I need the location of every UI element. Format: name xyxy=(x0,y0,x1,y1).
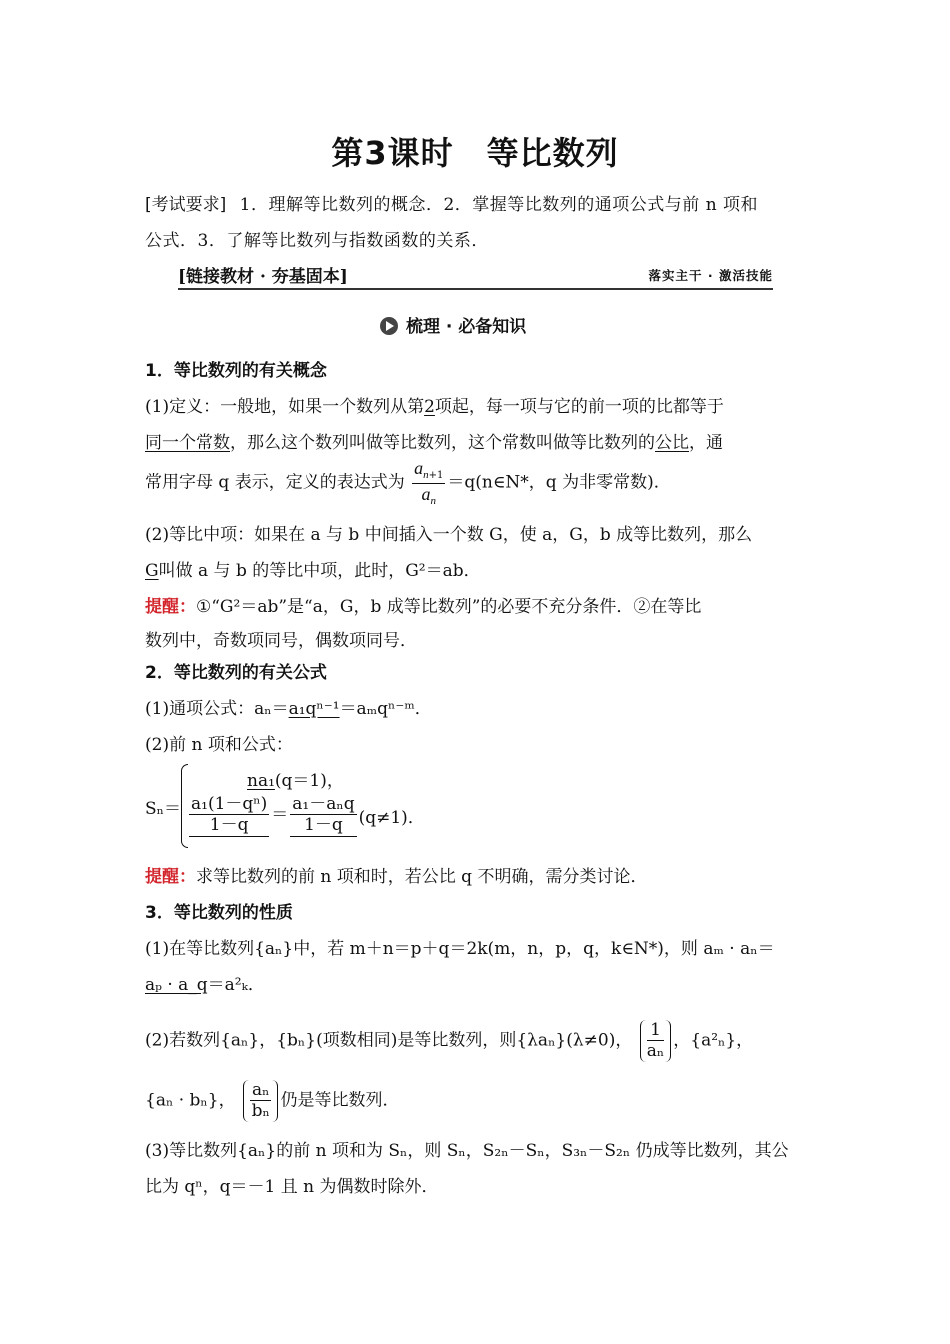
prop2-text-e: ，{a²ₙ}， xyxy=(673,1030,754,1051)
banner-left: [链接教材 · 夯基固本] xyxy=(178,267,348,287)
f1-text-b: ＝aₘqⁿ⁻ᵐ． xyxy=(339,699,432,719)
prop3-line2: 比为 qⁿ，q＝－1 且 n 为偶数时除外． xyxy=(145,1177,439,1197)
tip2-line xyxy=(145,862,647,887)
blank-ap-aq: aₚ · a_q xyxy=(145,975,208,995)
tip1-line1 xyxy=(145,592,701,617)
sum-formula xyxy=(145,760,445,850)
f1-text-a: (1)通项公式：aₙ＝ xyxy=(145,699,289,719)
def-line1 xyxy=(145,392,724,417)
case1-condition: (q＝1)， xyxy=(274,771,344,791)
tip1-line2: 数列中，奇数项同号，偶数项同号． xyxy=(145,631,417,651)
sum-frac-2: $\frac{\text{a₁－aₙq}}{1-q}$ xyxy=(292,794,355,836)
ratio-fraction: $\frac{a_{n+1}}{a_n}$ xyxy=(414,458,444,507)
formula-general xyxy=(145,694,432,719)
heading-3: 3．等比数列的性质 xyxy=(145,903,293,923)
prop3-line1: (3)等比数列{aₙ}的前 n 项和为 Sₙ，则 Sₙ，S₂ₙ－Sₙ，S₃ₙ－S₂ₙ 仍成等比数列，其公 xyxy=(145,1141,789,1161)
prop1-text-b: ＝a²ₖ． xyxy=(207,975,265,995)
heading-2: 2．等比数列的有关公式 xyxy=(145,663,327,683)
mid-line2 xyxy=(145,556,481,581)
sum-eq: ＝ xyxy=(271,804,289,825)
tip1-label: 提醒： xyxy=(145,597,196,617)
req-line2: 公式．3．了解等比数列与指数函数的关系． xyxy=(145,231,489,251)
def-line3 xyxy=(145,458,671,508)
play-icon xyxy=(380,317,398,335)
blank-G: G xyxy=(145,561,159,581)
def-line2 xyxy=(145,428,723,453)
blank-ratio: 公比 xyxy=(655,433,689,453)
blank-na1: na₁ xyxy=(247,771,275,791)
sum-frac-1: $\frac{\text{a₁(1－qⁿ)}}{1-q}$ xyxy=(191,794,268,836)
sum-lhs: Sₙ＝ xyxy=(145,799,182,819)
prop1-line2 xyxy=(145,970,265,995)
blank-2: 2 xyxy=(424,397,435,417)
prop2-line1 xyxy=(145,1020,753,1062)
def-text-c: ，那么这个数列叫做等比数列，这个常数叫做等比数列的 xyxy=(230,433,655,453)
def-text-d: ，通 xyxy=(689,433,723,453)
tip2-text: 求等比数列的前 n 项和时，若公比 q 不明确，需分类讨论． xyxy=(196,867,648,887)
def-text-b: 项起，每一项与它的前一项的比都等于 xyxy=(434,397,724,417)
def-text-e: 常用字母 q 表示，定义的表达式为 xyxy=(145,472,405,493)
prop2-line2 xyxy=(145,1080,399,1122)
section-banner xyxy=(178,262,773,290)
heading-1: 1．等比数列的有关概念 xyxy=(145,361,327,381)
mid-line1: (2)等比中项：如果在 a 与 b 中间插入一个数 G，使 a，G，b 成等比数列，那么 xyxy=(145,525,753,545)
section-label: 梳理 · 必备知识 xyxy=(406,317,527,337)
mid-text-b: 叫做 a 与 b 的等比中项，此时，G²＝ab． xyxy=(158,561,481,581)
formula-sum-label: (2)前 n 项和公式： xyxy=(145,735,293,755)
reciprocal-seq: $\frac{1}{\text{aₙ}}$ xyxy=(640,1020,672,1062)
banner-right: 落实主干 · 激活技能 xyxy=(648,268,773,283)
quotient-seq: $\frac{\text{aₙ}}{\text{bₙ}}$ xyxy=(243,1080,279,1122)
def-text-f: ＝q(n∈N*，q 为非零常数)． xyxy=(447,472,671,493)
case2-condition: (q≠1)． xyxy=(358,807,425,828)
exam-requirements xyxy=(145,190,758,215)
tip2-label: 提醒： xyxy=(145,867,196,887)
prop2-text-f: {aₙ · bₙ}， xyxy=(145,1090,236,1111)
prop2-text-i: 仍是等比数列． xyxy=(280,1090,400,1111)
def-text-a: (1)定义：一般地，如果一个数列从第 xyxy=(145,397,425,417)
prop2-text-a: (2)若数列{aₙ}，{bₙ}(项数相同)是等比数列，则 xyxy=(145,1030,517,1051)
page-title: 第3课时 等比数列 xyxy=(331,134,619,172)
sum-case2 xyxy=(187,794,425,837)
section-heading xyxy=(380,312,526,337)
blank-constant: 同一个常数 xyxy=(145,433,230,453)
req-line1: 1．理解等比数列的概念．2．掌握等比数列的通项公式与前 n 项和 xyxy=(239,195,759,215)
sum-case1 xyxy=(247,766,344,791)
prop1-line1: (1)在等比数列{aₙ}中，若 m＋n＝p＋q＝2k(m，n，p，q，k∈N*)，则 aₘ · aₙ＝ xyxy=(145,939,775,959)
blank-general-term: a₁qⁿ⁻¹ xyxy=(288,699,340,719)
prop2-text-b: {λaₙ}(λ≠0)， xyxy=(516,1030,633,1051)
tip1-text-a: ①“G²＝ab”是“a，G，b 成等比数列”的必要不充分条件．②在等比 xyxy=(196,597,702,617)
req-label: [考试要求] xyxy=(145,195,227,215)
